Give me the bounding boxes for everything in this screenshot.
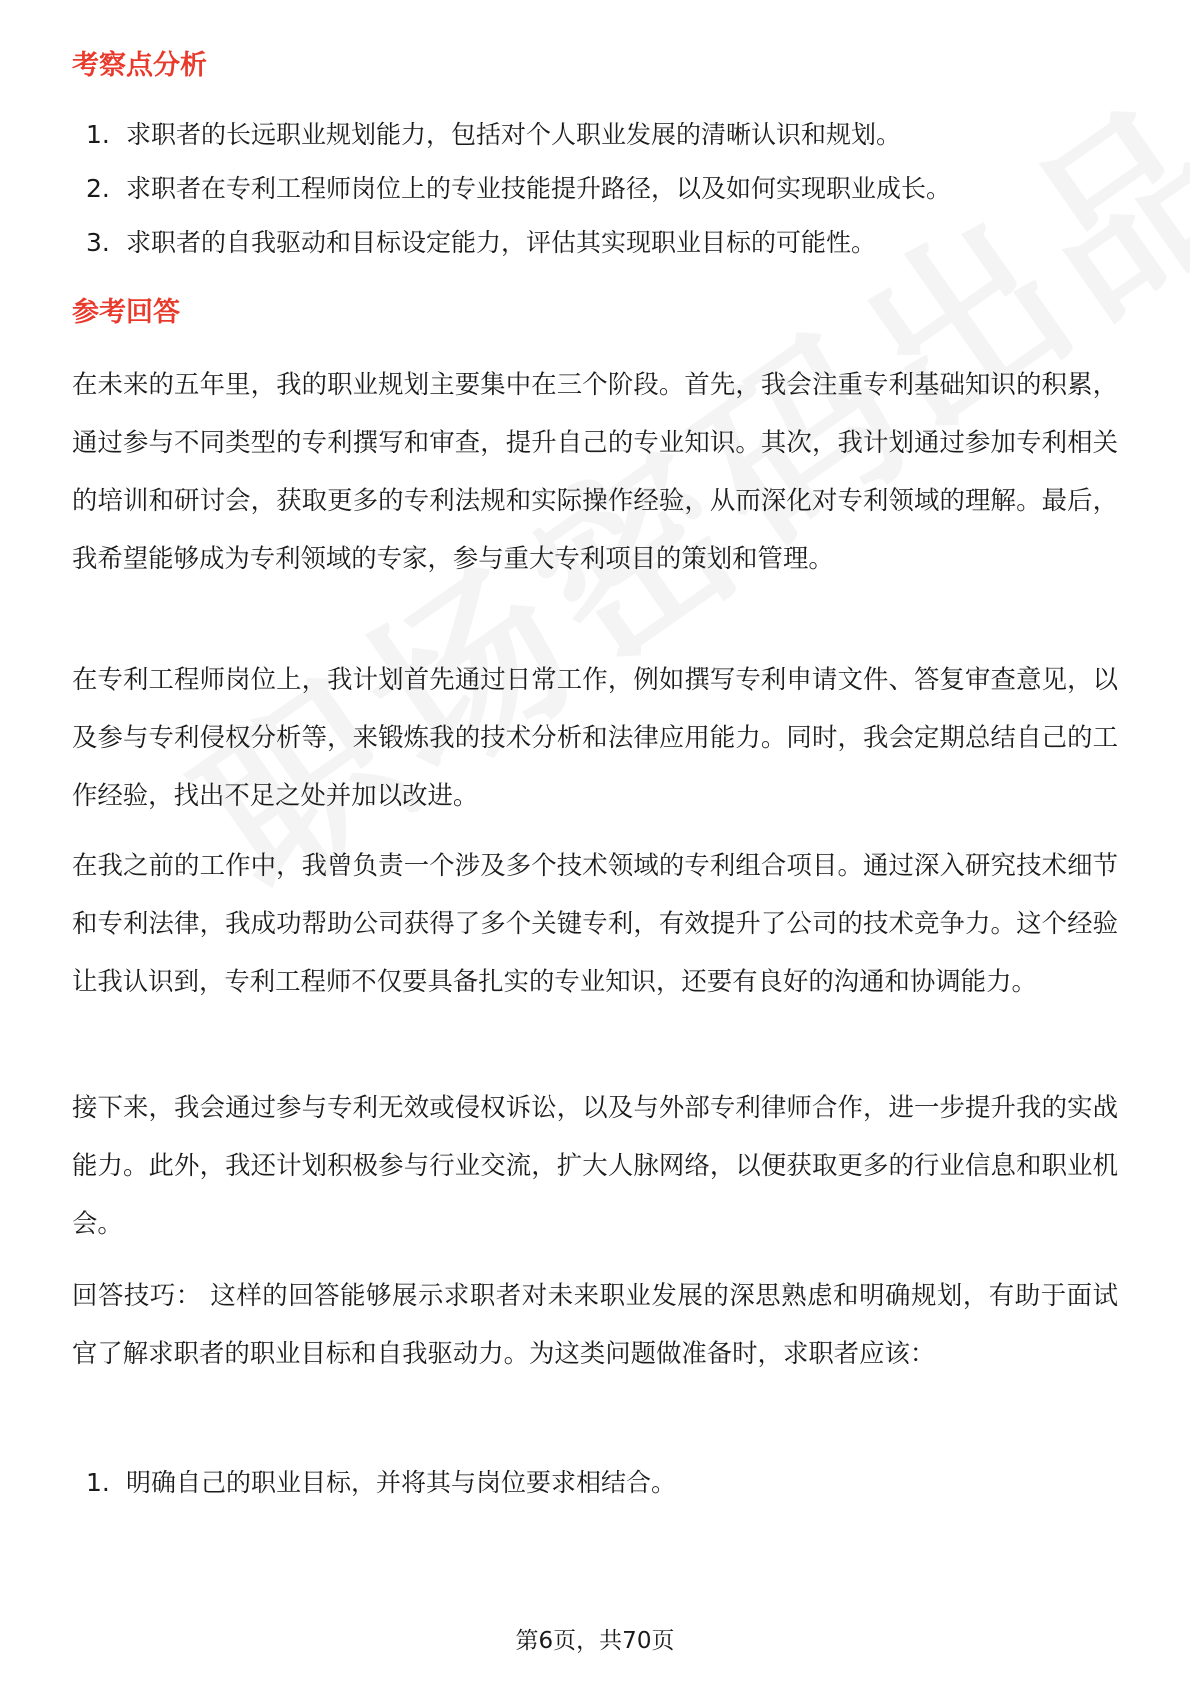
list-text: 求职者在专利工程师岗位上的专业技能提升路径，以及如何实现职业成长。 [126, 174, 952, 203]
answer-paragraph: 接下来，我会通过参与专利无效或侵权诉讼，以及与外部专利律师合作，进一步提升我的实战能力。此外，我还计划积极参与行业交流，扩大人脉网络，以便获取更多的行业信息和职业机会。 [72, 1092, 1118, 1238]
page-number-footer: 第6页，共70页 [515, 1628, 675, 1654]
analysis-list-item [86, 225, 1126, 261]
answer-paragraph: 在专利工程师岗位上，我计划首先通过日常工作，例如撰写专利申请文件、答复审查意见，以及参与专利侵权分析等，来锻炼我的技术分析和法律应用能力。同时，我会定期总结自己的工作经验，找出不足之处并加以改进。 [72, 664, 1118, 810]
section-title-analysis: 考察点分析 [72, 50, 207, 81]
list-number: 3. [86, 228, 110, 257]
answer-paragraph: 在我之前的工作中，我曾负责一个涉及多个技术领域的专利组合项目。通过深入研究技术细节和专利法律，我成功帮助公司获得了多个关键专利，有效提升了公司的技术竞争力。这个经验让我认识到，专利工程师不仅要具备扎实的专业知识，还要有良好的沟通和协调能力。 [72, 850, 1118, 996]
answer-tips-paragraph: 回答技巧： 这样的回答能够展示求职者对未来职业发展的深思熟虑和明确规划，有助于面试官了解求职者的职业目标和自我驱动力。为这类问题做准备时，求职者应该： [72, 1280, 1118, 1368]
list-number: 1. [86, 1468, 110, 1497]
answer-paragraph: 在未来的五年里，我的职业规划主要集中在三个阶段。首先，我会注重专利基础知识的积累，通过参与不同类型的专利撰写和审查，提升自己的专业知识。其次，我计划通过参加专利相关的培训和研讨会，获取更多的专利法规和实际操作经验，从而深化对专利领域的理解。最后，我希望能够成为专利领域的专家，参与重大专利项目的策划和管理。 [72, 369, 1118, 573]
list-text: 求职者的自我驱动和目标设定能力，评估其实现职业目标的可能性。 [126, 228, 877, 257]
tips-list-item [86, 1465, 1126, 1501]
list-text: 求职者的长远职业规划能力，包括对个人职业发展的清晰认识和规划。 [126, 120, 902, 149]
list-number: 2. [86, 174, 110, 203]
analysis-list-item [86, 117, 1126, 153]
section-title-answer: 参考回答 [72, 297, 180, 328]
list-number: 1. [86, 120, 110, 149]
analysis-list-item [86, 171, 1126, 207]
list-text: 明确自己的职业目标，并将其与岗位要求相结合。 [126, 1468, 677, 1497]
